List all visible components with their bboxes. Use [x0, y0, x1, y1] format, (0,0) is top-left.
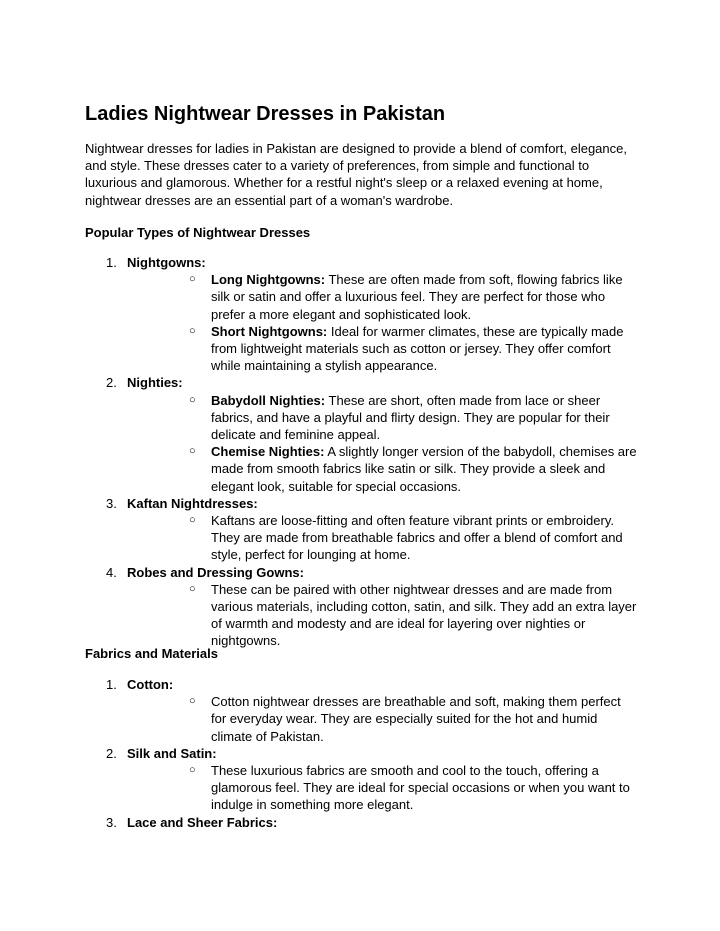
- sub-list-item: [127, 581, 645, 650]
- list-number: 1.: [106, 255, 117, 270]
- sub-list-item: [127, 271, 645, 323]
- hollow-bullet-icon: ○: [189, 582, 196, 595]
- list-number: 2.: [106, 745, 117, 761]
- hollow-bullet-icon: ○: [189, 393, 196, 406]
- list-item: [85, 676, 645, 745]
- list-item-title: Nightgowns:: [127, 255, 206, 270]
- sub-item-text: Ideal for warmer climates, these are typically made from lightweight materials such as cotton or jersey. They offer comfort while maintaining a stylish appearance.: [211, 323, 624, 374]
- list-item-title: Silk and Satin:: [127, 745, 217, 761]
- list-item: [85, 374, 645, 494]
- sub-list: [127, 271, 645, 374]
- sub-item-text: These are often made from soft, flowing fabrics like silk or satin and offer a luxurious feel. They are perfect for those who prefer a more elegant and sophisticated look.: [211, 272, 623, 322]
- sub-item-title: Long Nightgowns:: [211, 272, 326, 288]
- fabrics-list: [85, 676, 645, 831]
- types-list: [85, 254, 645, 650]
- hollow-bullet-icon: ○: [189, 324, 196, 337]
- list-number: 3.: [106, 495, 117, 511]
- list-item-title: Robes and Dressing Gowns:: [127, 564, 304, 580]
- sub-item-text: These can be paired with other nightwear dresses and are made from various materials, including cotton, satin, and silk. They add an extra layer of warmth and modesty and are ideal for layering over nighties or nightgowns.: [211, 581, 637, 649]
- section-heading-types: Popular Types of Nightwear Dresses: [85, 225, 311, 240]
- list-number: 3.: [106, 814, 117, 830]
- sub-item-title: Babydoll Nighties:: [211, 392, 326, 408]
- sub-item-title: Short Nightgowns:: [211, 323, 328, 339]
- list-number: 1.: [106, 677, 117, 692]
- sub-list-item: [127, 762, 645, 814]
- section-heading-fabrics: Fabrics and Materials: [85, 646, 218, 661]
- list-number: 4.: [106, 564, 117, 580]
- sub-list-item: [127, 512, 645, 564]
- hollow-bullet-icon: ○: [189, 695, 196, 708]
- hollow-bullet-icon: ○: [189, 514, 196, 527]
- sub-item-text: Kaftans are loose-fitting and often feature vibrant prints or embroidery. They are made from breathable fabrics and offer a blend of comfort and style, perfect for lounging at home.: [211, 513, 623, 563]
- page-title: Ladies Nightwear Dresses in Pakistan: [85, 103, 446, 125]
- hollow-bullet-icon: ○: [189, 445, 196, 458]
- sub-item-text: These luxurious fabrics are smooth and cool to the touch, offering a glamorous feel. They are ideal for special occasions or when you want to indulge in something more elegant.: [211, 763, 630, 813]
- list-item: [85, 254, 645, 374]
- sub-list: [127, 392, 645, 495]
- list-item-title: Cotton:: [127, 677, 174, 692]
- sub-list: [127, 581, 645, 650]
- sub-list-item: [127, 323, 645, 375]
- sub-item-title: Chemise Nighties:: [211, 444, 325, 460]
- list-item-title: Kaftan Nightdresses:: [127, 495, 258, 511]
- sub-item-text: These are short, often made from lace or sheer fabrics, and have a playful and flirty design. They are popular for their delicate and feminine appeal.: [211, 392, 610, 443]
- sub-list: [127, 693, 645, 745]
- sub-item-text: Cotton nightwear dresses are breathable and soft, making them perfect for everyday wear. They are especially suited for the hot and humid climate of Pakistan.: [211, 694, 621, 744]
- list-number: 2.: [106, 375, 117, 391]
- sub-list-item: [127, 693, 645, 745]
- list-item-title: Nighties:: [127, 375, 183, 391]
- hollow-bullet-icon: ○: [189, 273, 196, 286]
- list-item: [85, 564, 645, 650]
- sub-list: [127, 512, 645, 564]
- sub-list-item: [127, 392, 645, 444]
- intro-paragraph: Nightwear dresses for ladies in Pakistan are designed to provide a blend of comfort, elegance, and style. These dresses cater to a variety of preferences, from simple and functional to luxurious and glamorous. Whether for a restful night's sleep or a relaxed evening at home, nightwear dresses are an essential part of a woman's wardrobe.: [85, 141, 627, 208]
- sub-list-item: [127, 443, 645, 495]
- sub-item-text: A slightly longer version of the babydoll, chemises are made from smooth fabrics like satin or silk. They provide a sleek and elegant look, suitable for special occasions.: [211, 444, 637, 494]
- list-item: [85, 745, 645, 814]
- list-item: [85, 814, 645, 831]
- sub-list: [127, 762, 645, 814]
- list-item: [85, 495, 645, 564]
- list-item-title: Lace and Sheer Fabrics:: [127, 814, 278, 830]
- hollow-bullet-icon: ○: [189, 764, 196, 777]
